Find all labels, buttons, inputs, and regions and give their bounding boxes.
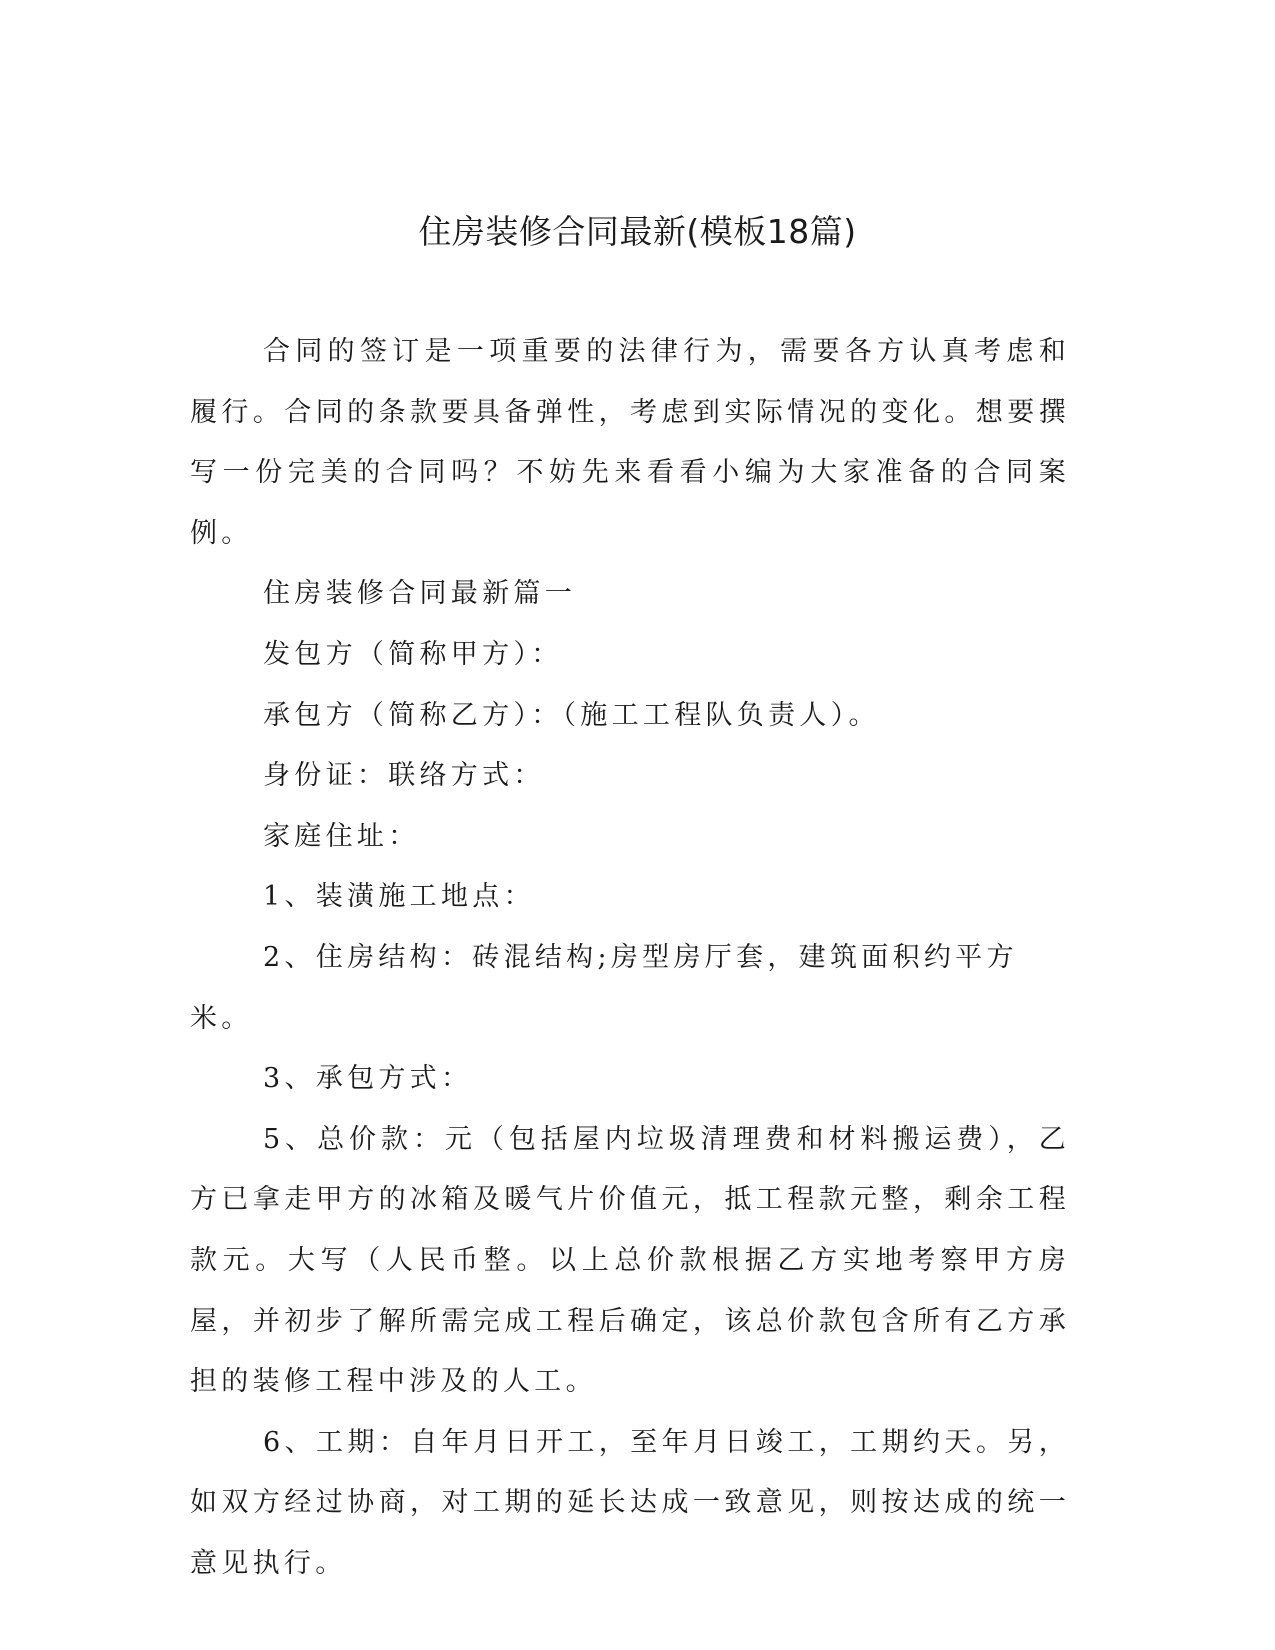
intro-paragraph: 合同的签订是一项重要的法律行为，需要各方认真考虑和履行。合同的条款要具备弹性，考虑到实际情况的变化。想要撰写一份完美的合同吗？不妨先来看看小编为大家准备的合同案例。 <box>190 336 1070 549</box>
party-a-field: 发包方（简称甲方）： <box>263 638 563 670</box>
clause-5: 5、总价款：元（包括屋内垃圾清理费和材料搬运费），乙方已拿走甲方的冰箱及暖气片价值元，抵工程款元整，剩余工程款元。大写（人民币整。以上总价款根据乙方实地考察甲方房屋，并初步了解所需完成工程后确定，该总价款包含所有乙方承担的装修工程中涉及的人工。 <box>190 1123 1070 1398</box>
party-b-field: 承包方（简称乙方）：（施工工程队负责人）。 <box>263 699 880 731</box>
clause-6: 6、工期：自年月日开工，至年月日竣工，工期约天。另，如双方经过协商，对工期的延长达成一致意见，则按达成的统一意见执行。 <box>190 1426 1070 1579</box>
clause-3: 3、承包方式： <box>263 1063 473 1095</box>
clause-2: 2、住房结构：砖混结构;房型房厅套，建筑面积约平方米。 <box>190 941 1018 1034</box>
clause-1: 1、装潢施工地点： <box>263 881 535 913</box>
section-heading: 住房装修合同最新篇一 <box>263 578 576 610</box>
document-title: 住房装修合同最新(模板18篇) <box>418 212 857 251</box>
home-address-field: 家庭住址： <box>263 820 420 852</box>
id-contact-field: 身份证：联络方式： <box>263 760 545 792</box>
document-body <box>190 322 1070 1594</box>
